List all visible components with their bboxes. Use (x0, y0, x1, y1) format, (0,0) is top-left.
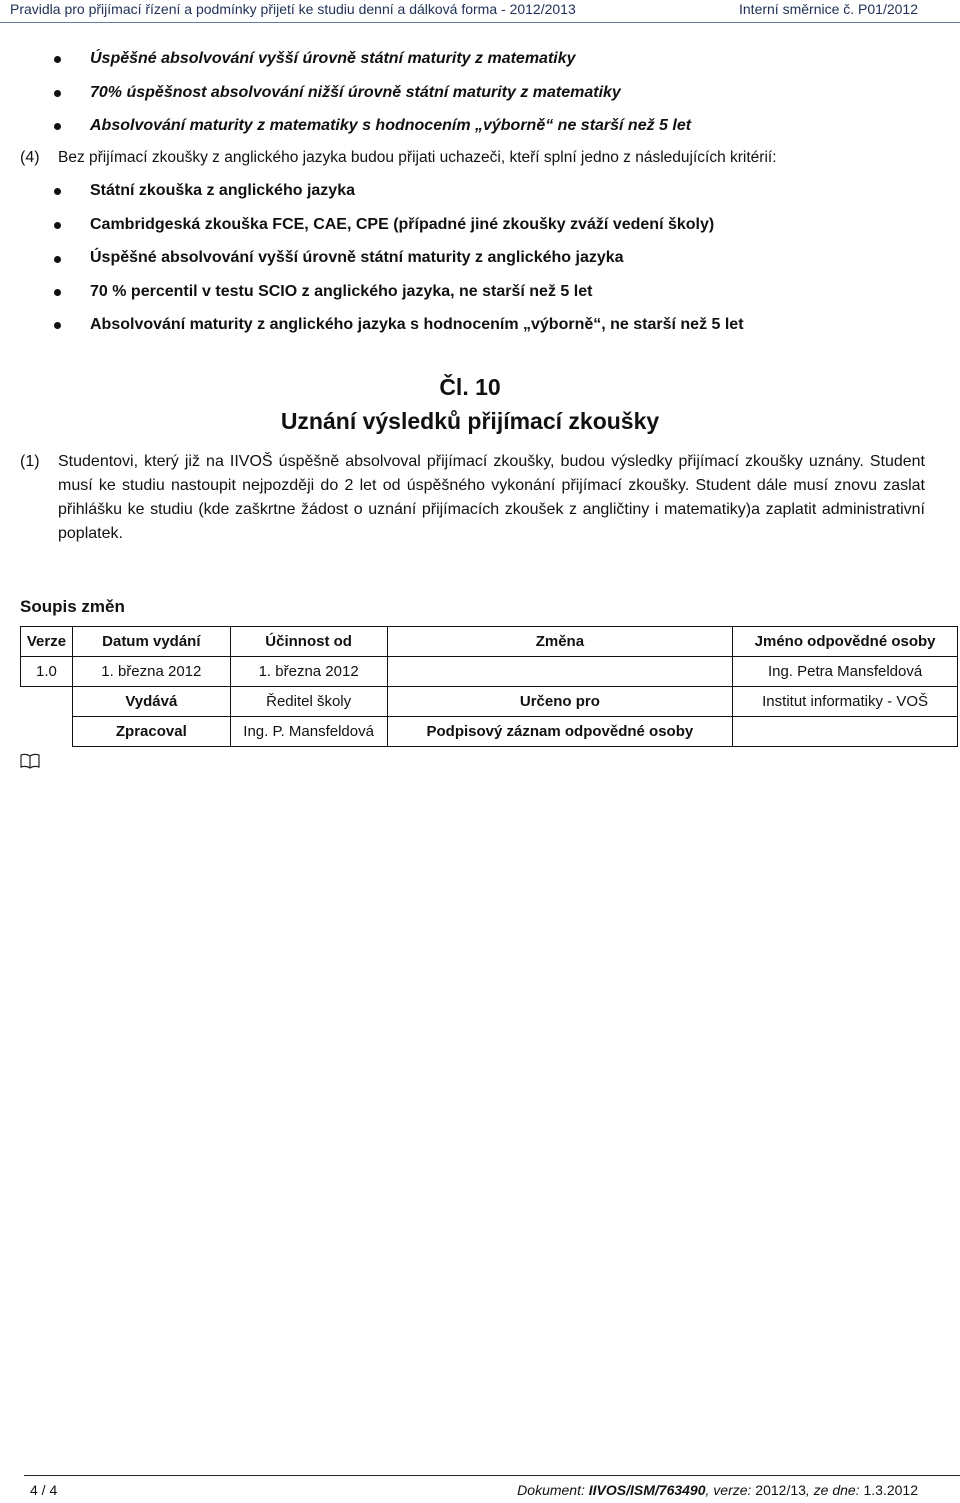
bullet-icon (54, 322, 61, 329)
table-cell: Institut informatiky - VOŠ (733, 687, 958, 717)
list-item: Úspěšné absolvování vyšší úrovně státní maturity z anglického jazyka (90, 249, 624, 266)
page-header (0, 0, 960, 24)
table-cell: 1. března 2012 (72, 657, 230, 687)
paragraph-text: Studentovi, který již na IIVOŠ úspěšně absolvoval přijímací zkoušky, budou výsledky přijímací zkoušky uznány. Student musí ke studiu nastoupit nejpozději do 2 let od úspěšného vykonání přijímací zkoušky. Student dále musí znovu zaslat přihlášku ke studiu (kde zaškrtne žádost o uznání přijímacích zkoušek z angličtiny i matematiky)a zaplatit administrativní poplatek. (58, 453, 925, 542)
section-number: (4) (20, 149, 40, 166)
header-cell: Datum vydání (72, 627, 230, 657)
bullet-icon (54, 256, 61, 263)
table-cell (387, 657, 733, 687)
bullet-icon (54, 123, 61, 130)
list-item: Absolvování maturity z anglického jazyka s hodnocením „výborně“, ne starší než 5 let (90, 316, 744, 333)
header-directive: Interní směrnice č. P01/2012 (739, 1, 918, 17)
table-cell: Vydává (72, 687, 230, 717)
version-value: 2012/13 (755, 1482, 806, 1498)
bullet-icon (54, 289, 61, 296)
article-number: Čl. 10 (439, 374, 501, 400)
header-cell: Verze (21, 627, 73, 657)
table-header-row (21, 627, 958, 657)
list-item: Absolvování maturity z matematiky s hodnocením „výborně“ ne starší než 5 let (90, 117, 692, 134)
bullet-icon (54, 188, 61, 195)
table-cell: Ing. Petra Mansfeldová (733, 657, 958, 687)
footer-rule (24, 1475, 960, 1476)
header-cell: Jméno odpovědné osoby (733, 627, 958, 657)
list-item: Cambridgeská zkouška FCE, CAE, CPE (případné jiné zkoušky zváží vedení školy) (90, 216, 715, 233)
date-value: 1.3.2012 (863, 1482, 918, 1498)
header-cell: Účinnost od (230, 627, 387, 657)
table-cell: Ing. P. Mansfeldová (230, 717, 387, 747)
table-cell (21, 717, 73, 747)
table-cell: Podpisový záznam odpovědné osoby (387, 717, 733, 747)
table-cell: 1.0 (21, 657, 73, 687)
changes-table (20, 626, 958, 747)
list-item: Úspěšné absolvování vyšší úrovně státní maturity z matematiky (90, 50, 576, 67)
article-title: Uznání výsledků přijímací zkoušky (280, 408, 660, 434)
header-title: Pravidla pro přijímací řízení a podmínky přijetí ke studiu denní a dálková forma - 2012/2013 (10, 1, 576, 17)
open-book-icon (20, 752, 40, 770)
table-cell: Ředitel školy (230, 687, 387, 717)
paragraph (20, 450, 925, 546)
table-cell: 1. března 2012 (230, 657, 387, 687)
bullet-icon (54, 222, 61, 229)
table-row (21, 687, 958, 717)
bullet-icon (54, 90, 61, 97)
table-cell: Zpracoval (72, 717, 230, 747)
doc-label: Dokument: (517, 1482, 585, 1498)
list-item: Státní zkouška z anglického jazyka (90, 182, 355, 199)
bullet-icon (54, 56, 61, 63)
date-label: , ze dne: (805, 1482, 860, 1498)
document-info (517, 1482, 918, 1498)
table-row (21, 717, 958, 747)
list-item: 70 % percentil v testu SCIO z anglického jazyka, ne starší než 5 let (90, 283, 593, 300)
doc-id: IIVOS/ISM/763490 (588, 1482, 706, 1498)
page-number: 4 / 4 (30, 1482, 58, 1498)
paragraph-number: (1) (20, 453, 40, 470)
table-cell (21, 687, 73, 717)
changes-title: Soupis změn (20, 597, 125, 616)
table-row (21, 657, 958, 687)
table-cell: Určeno pro (387, 687, 733, 717)
header-cell: Změna (387, 627, 733, 657)
version-label: , verze: (705, 1482, 752, 1498)
table-cell (733, 717, 958, 747)
section-text: Bez přijímací zkoušky z anglického jazyka budou přijati uchazeči, kteří splní jedno z následujících kritérií: (58, 149, 777, 166)
header-rule (0, 22, 960, 23)
list-item: 70% úspěšnost absolvování nižší úrovně státní maturity z matematiky (90, 84, 621, 101)
